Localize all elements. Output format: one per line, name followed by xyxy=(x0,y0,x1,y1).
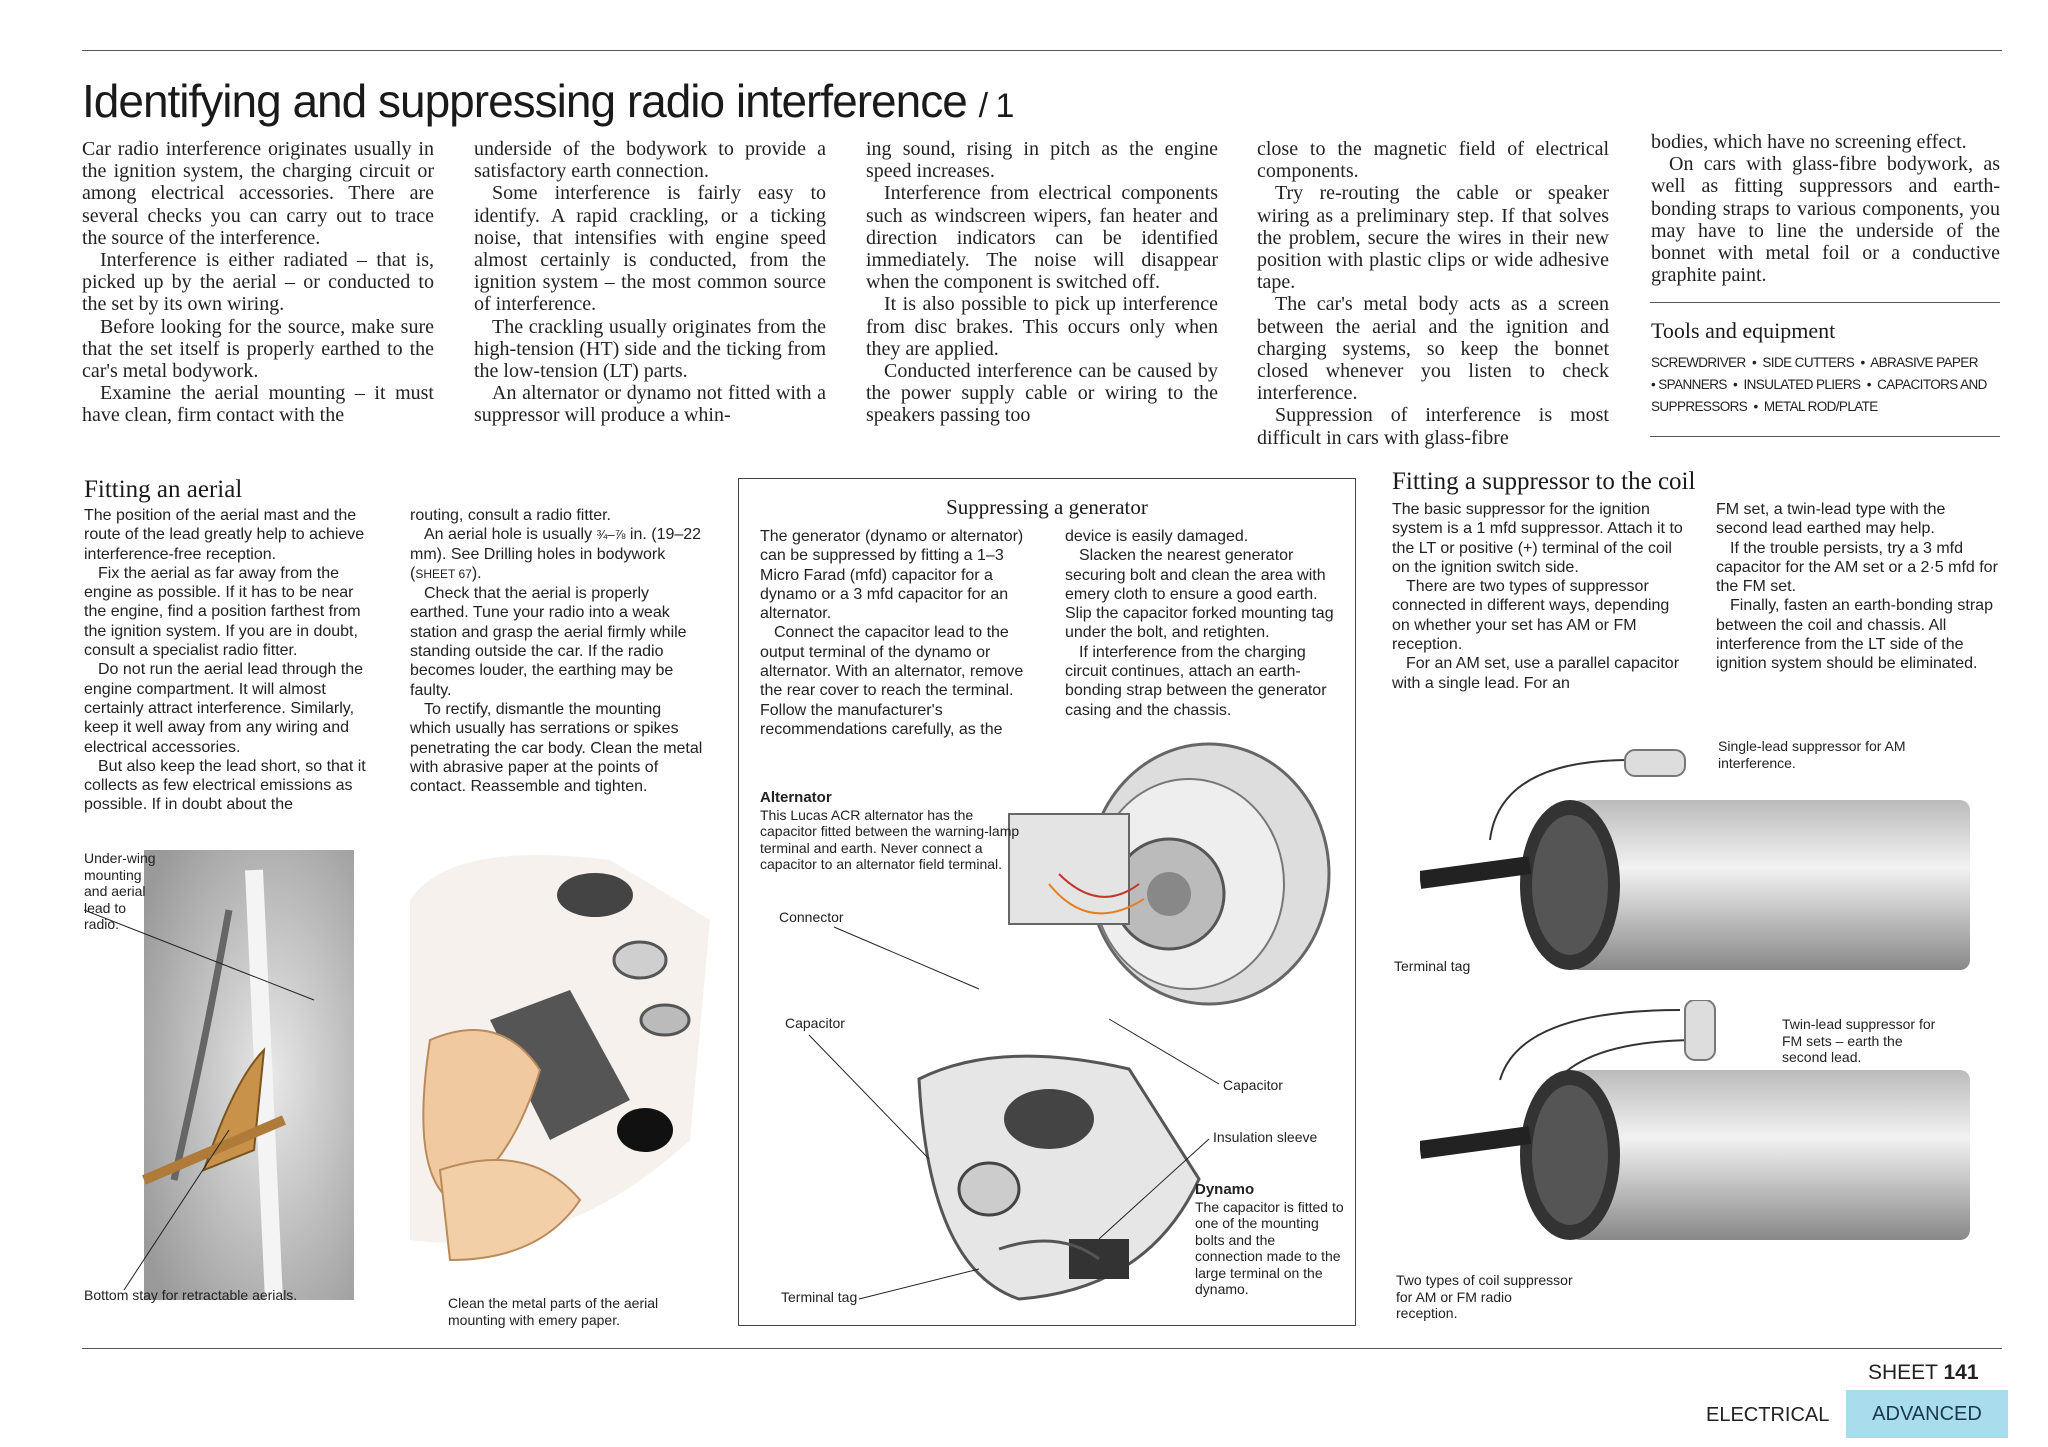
paragraph: Interference from electrical components such as windscreen wipers, fan heater and direction indicators can be identified immediately. The noise will disappear when the component is switched off. xyxy=(866,182,1218,294)
paragraph: If the trouble persists, try a 3 mfd capacitor for the AM set or a 2·5 mfd for the FM set. xyxy=(1716,539,1998,596)
paragraph: FM set, a twin-lead type with the second lead earthed may help. xyxy=(1716,501,1946,538)
dynamo-heading: Dynamo xyxy=(1195,1181,1255,1198)
label-clean-metal: Clean the metal parts of the aerial mounting with emery paper. xyxy=(448,1295,659,1328)
alternator-text: This Lucas ACR alternator has the capacitor fitted between the warning-lamp terminal and earth. Never connect a capacitor to an alternator field terminal. xyxy=(760,806,1020,872)
tool-item: SCREWDRIVER xyxy=(1651,355,1746,370)
paragraph: Check that the aerial is properly earthed. Tune your radio into a weak station and grasp the aerial firmly while standing outside the car. If the radio becomes louder, the earthing may be faulty. xyxy=(410,585,687,699)
bottom-rule xyxy=(82,1348,2002,1349)
paragraph: Some interference is fairly easy to identify. A rapid crackling, or a ticking noise, that intensifies with engine speed almost certainly is conducted, from the ignition system – the most common source of interference. xyxy=(474,182,826,316)
aerial-heading: Fitting an aerial xyxy=(84,476,243,503)
label-capacitor-1: Capacitor xyxy=(785,1015,845,1031)
page-title xyxy=(82,74,1013,128)
label-bottom-stay: Bottom stay for retractable aerials. xyxy=(84,1287,298,1303)
tool-item: CAPACITORS AND SUPPRESSORS xyxy=(1651,377,1987,414)
paragraph xyxy=(410,525,706,584)
intro-column-1 xyxy=(82,138,434,427)
coil-heading: Fitting a suppressor to the coil xyxy=(1392,468,1696,495)
coil-column-1 xyxy=(1392,500,1684,693)
paragraph: Car radio interference originates usually in the ignition system, the charging circuit or among electrical accessories. There are several checks you can carry out to trace the source of the interference. xyxy=(82,138,434,249)
sheet-number xyxy=(1868,1361,1979,1385)
paragraph: underside of the bodywork to provide a satisfactory earth connection. xyxy=(474,138,826,183)
fraction: ¾–⅞ xyxy=(596,527,626,543)
label-single-lead: Single-lead suppressor for AM interference. xyxy=(1718,738,1906,771)
page-title-number: / 1 xyxy=(978,87,1014,125)
paragraph: Try re-routing the cable or speaker wiring as a preliminary step. If that solves the problem, secure the wires in their new position with plastic clips or wide adhesive tape. xyxy=(1257,182,1609,294)
paragraph: Suppression of interference is most difficult in cars with glass-fibre xyxy=(1257,404,1609,449)
label-twin-lead: Twin-lead suppressor for FM sets – earth the second lead. xyxy=(1782,1016,1936,1065)
tools-bottom-rule xyxy=(1650,436,2000,437)
sheet-num: 141 xyxy=(1943,1361,1979,1384)
emery-paper-illustration xyxy=(410,840,710,1290)
tools-heading: Tools and equipment xyxy=(1651,318,1836,343)
tool-item: SPANNERS xyxy=(1658,377,1727,392)
tool-item: INSULATED PLIERS xyxy=(1743,377,1861,392)
paragraph: But also keep the lead short, so that it collects as few electrical emissions as possible. If in doubt about the xyxy=(84,757,366,814)
level-tab: ADVANCED xyxy=(1846,1390,2008,1438)
paragraph: The generator (dynamo or alternator) can be suppressed by fitting a 1–3 Micro Farad (mfd) capacitor for a dynamo or a 3 mfd capacitor for an alternator. xyxy=(760,528,1024,623)
paragraph: The crackling usually originates from the high-tension (HT) side and the ticking from the low-tension (LT) parts. xyxy=(474,315,826,383)
tools-list: SCREWDRIVER • SIDE CUTTERS • ABRASIVE PAPER • SPANNERS • INSULATED PLIERS • CAPACITORS AND SUPPRESSORS • METAL ROD/PLATE xyxy=(1651,355,1987,414)
paragraph: An alternator or dynamo not fitted with a suppressor will produce a whin- xyxy=(474,382,826,427)
paragraph: Conducted interference can be caused by the power supply cable or wiring to the speakers passing too xyxy=(866,360,1218,427)
coil-single-lead-illustration xyxy=(1420,740,2020,1000)
paragraph: To rectify, dismantle the mounting which usually has serrations or spikes penetrating the car body. Clean the metal with abrasive paper at the points of contact. Reassemble and tighten. xyxy=(410,700,703,796)
intro-column-2 xyxy=(474,138,826,427)
paragraph: Examine the aerial mounting – it must have clean, firm contact with the xyxy=(82,382,434,427)
label-underwing: Under-wing mounting and aerial lead to radio. xyxy=(84,850,156,932)
label-coil-terminal-tag: Terminal tag xyxy=(1394,958,1471,974)
paragraph: routing, consult a radio fitter. xyxy=(410,507,611,524)
paragraph: The car's metal body acts as a screen between the aerial and the ignition and charging systems, so keep the bonnet closed whenever you listen to check interference. xyxy=(1257,293,1609,405)
tools-top-rule xyxy=(1650,302,2000,303)
paragraph: The basic suppressor for the ignition system is a 1 mfd suppressor. Attach it to the LT or positive (+) terminal of the coil on the ignition switch side. xyxy=(1392,501,1683,576)
paragraph: The position of the aerial mast and the route of the lead greatly help to achieve interference-free reception. xyxy=(84,507,365,563)
page-title-text: Identifying and suppressing radio interference xyxy=(82,75,967,127)
paragraph: Before looking for the source, make sure that the set itself is properly earthed to the car's metal bodywork. xyxy=(82,315,434,383)
tool-item: ABRASIVE PAPER xyxy=(1870,355,1978,370)
paragraph: It is also possible to pick up interference from disc brakes. This occurs only when they are applied. xyxy=(866,293,1218,360)
aerial-column-1 xyxy=(84,506,380,815)
paragraph: On cars with glass-fibre bodywork, as well as fitting suppressors and earth-bonding straps to various components, you may have to line the underside of the bonnet with metal foil or a conductive graphite paint. xyxy=(1651,153,2000,287)
tool-item: METAL ROD/PLATE xyxy=(1763,399,1878,414)
paragraph: device is easily damaged. xyxy=(1065,528,1249,545)
text: in. (19–22 mm). See Drilling holes in bodywork ( xyxy=(410,526,702,582)
paragraph: Fix the aerial as far away from the engine as possible. If it has to be near the engine, find a position farthest from the ignition system. If you are in doubt, consult a specialist radio fitter. xyxy=(84,564,361,660)
label-connector: Connector xyxy=(779,909,844,925)
tool-item: SIDE CUTTERS xyxy=(1762,355,1855,370)
top-rule xyxy=(82,50,2002,51)
section-label: ELECTRICAL xyxy=(1706,1404,1830,1426)
text: ). xyxy=(471,564,482,582)
paragraph: ing sound, rising in pitch as the engine speed increases. xyxy=(866,138,1218,183)
label-two-types: Two types of coil suppressor for AM or FM radio reception. xyxy=(1396,1272,1573,1321)
text: An aerial hole is usually xyxy=(424,526,597,544)
coil-column-2 xyxy=(1716,500,2000,674)
alternator-heading: Alternator xyxy=(760,789,832,806)
sheet-ref: SHEET 67 xyxy=(415,566,472,581)
paragraph: Connect the capacitor lead to the output terminal of the dynamo or alternator. With an alternator, remove the rear cover to reach the terminal. Follow the manufacturer's recommendations carefully, as the xyxy=(760,624,1024,738)
paragraph: Interference is either radiated – that is, picked up by the aerial – or conducted to the set by its own wiring. xyxy=(82,249,434,316)
paragraph: Slacken the nearest generator securing bolt and clean the area with emery cloth to ensure a good earth. Slip the capacitor forked mounting tag under the bolt, and retighten. xyxy=(1065,547,1334,642)
paragraph: For an AM set, use a parallel capacitor with a single lead. For an xyxy=(1392,655,1680,692)
paragraph: bodies, which have no screening effect. xyxy=(1651,131,1967,153)
intro-column-4 xyxy=(1257,138,1609,449)
generator-leader-lines xyxy=(739,479,1355,1325)
label-capacitor-2: Capacitor xyxy=(1223,1077,1283,1093)
paragraph: close to the magnetic field of electrical components. xyxy=(1257,138,1609,183)
paragraph: Do not run the aerial lead through the engine compartment. It will almost certainly attract interference. Similarly, keep it well away from any wiring and electrical accessories. xyxy=(84,661,364,756)
label-insulation-sleeve: Insulation sleeve xyxy=(1213,1129,1318,1145)
intro-column-3 xyxy=(866,138,1218,427)
dynamo-text: The capacitor is fitted to one of the mounting bolts and the connection made to the large terminal on the dynamo. xyxy=(1195,1198,1344,1297)
generator-box xyxy=(738,478,1356,1326)
paragraph: Finally, fasten an earth-bonding strap between the coil and chassis. All interference from the LT side of the ignition system should be eliminated. xyxy=(1716,597,1993,673)
generator-heading: Suppressing a generator xyxy=(946,495,1148,519)
aerial-column-2 xyxy=(410,506,706,796)
label-terminal-tag: Terminal tag xyxy=(781,1289,858,1305)
intro-column-5 xyxy=(1651,131,2000,286)
sheet-label: SHEET xyxy=(1868,1361,1938,1384)
paragraph: If interference from the charging circuit continues, attach an earth-bonding strap between the generator casing and the chassis. xyxy=(1065,643,1327,719)
paragraph: There are two types of suppressor connected in different ways, depending on whether your set has AM or FM reception. xyxy=(1392,578,1670,654)
